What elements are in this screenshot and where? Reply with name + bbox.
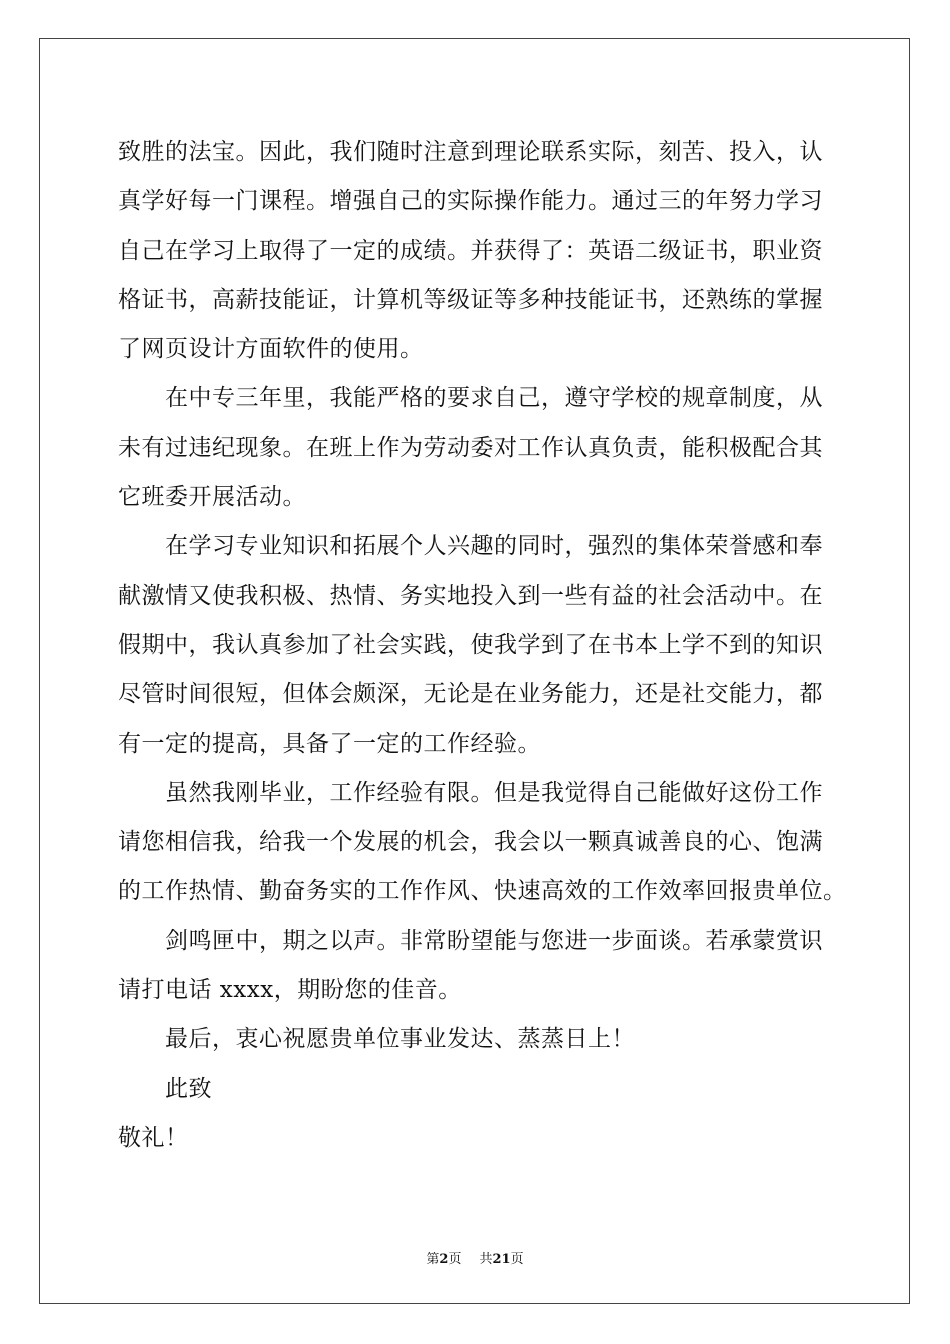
total-pages-number: 21: [492, 1252, 511, 1267]
text-line: 它班委开展活动。: [118, 484, 306, 511]
text-line: 虽然我刚毕业，工作经验有限。但是我觉得自己能做好这份工作: [165, 779, 823, 806]
text-line: 在学习专业知识和拓展个人兴趣的同时，强烈的集体荣誉感和奉: [165, 533, 823, 560]
footer-total-suffix: 页: [510, 1252, 524, 1267]
text-line: 尽管时间很短，但体会颇深，无论是在业务能力，还是社交能力，都: [118, 681, 823, 708]
text-line: 格证书，高薪技能证，计算机等级证等多种技能证书，还熟练的掌握: [118, 286, 823, 313]
text-line: 假期中，我认真参加了社会实践，使我学到了在书本上学不到的知识: [118, 631, 823, 658]
current-page-number: 2: [439, 1252, 449, 1267]
text-line: 自己在学习上取得了一定的成绩。并获得了：英语二级证书，职业资: [118, 237, 823, 264]
text-line: 未有过违纪现象。在班上作为劳动委对工作认真负责，能积极配合其: [118, 434, 823, 461]
footer-prefix: 第: [426, 1252, 440, 1267]
text-line: 请打电话 xxxx，期盼您的佳音。: [118, 977, 462, 1004]
text-line: 敬礼！: [118, 1124, 189, 1151]
text-line: 致胜的法宝。因此，我们随时注意到理论联系实际，刻苦、投入，认: [118, 139, 823, 165]
text-line: 剑鸣匣中，期之以声。非常盼望能与您进一步面谈。若承蒙赏识: [165, 927, 823, 954]
letter-body: [118, 128, 847, 1163]
page-footer: [0, 1248, 950, 1267]
text-line: 此致: [165, 1075, 212, 1102]
text-line: 在中专三年里，我能严格的要求自己，遵守学校的规章制度，从: [165, 385, 823, 412]
text-line: 有一定的提高，具备了一定的工作经验。: [118, 730, 541, 757]
text-line: 献激情又使我积极、热情、务实地投入到一些有益的社会活动中。在: [118, 582, 823, 609]
text-line: 真学好每一门课程。增强自己的实际操作能力。通过三的年努力学习: [118, 188, 823, 215]
text-line: 最后，衷心祝愿贵单位事业发达、蒸蒸日上！: [165, 1026, 635, 1053]
text-line: 请您相信我，给我一个发展的机会，我会以一颗真诚善良的心、饱满: [118, 829, 823, 856]
footer-page-suffix: 页: [448, 1252, 462, 1267]
footer-total-prefix: 共: [479, 1252, 493, 1267]
text-line: 了网页设计方面软件的使用。: [118, 336, 424, 363]
text-line: 的工作热情、勤奋务实的工作作风、快速高效的工作效率回报贵单位。: [118, 878, 847, 905]
